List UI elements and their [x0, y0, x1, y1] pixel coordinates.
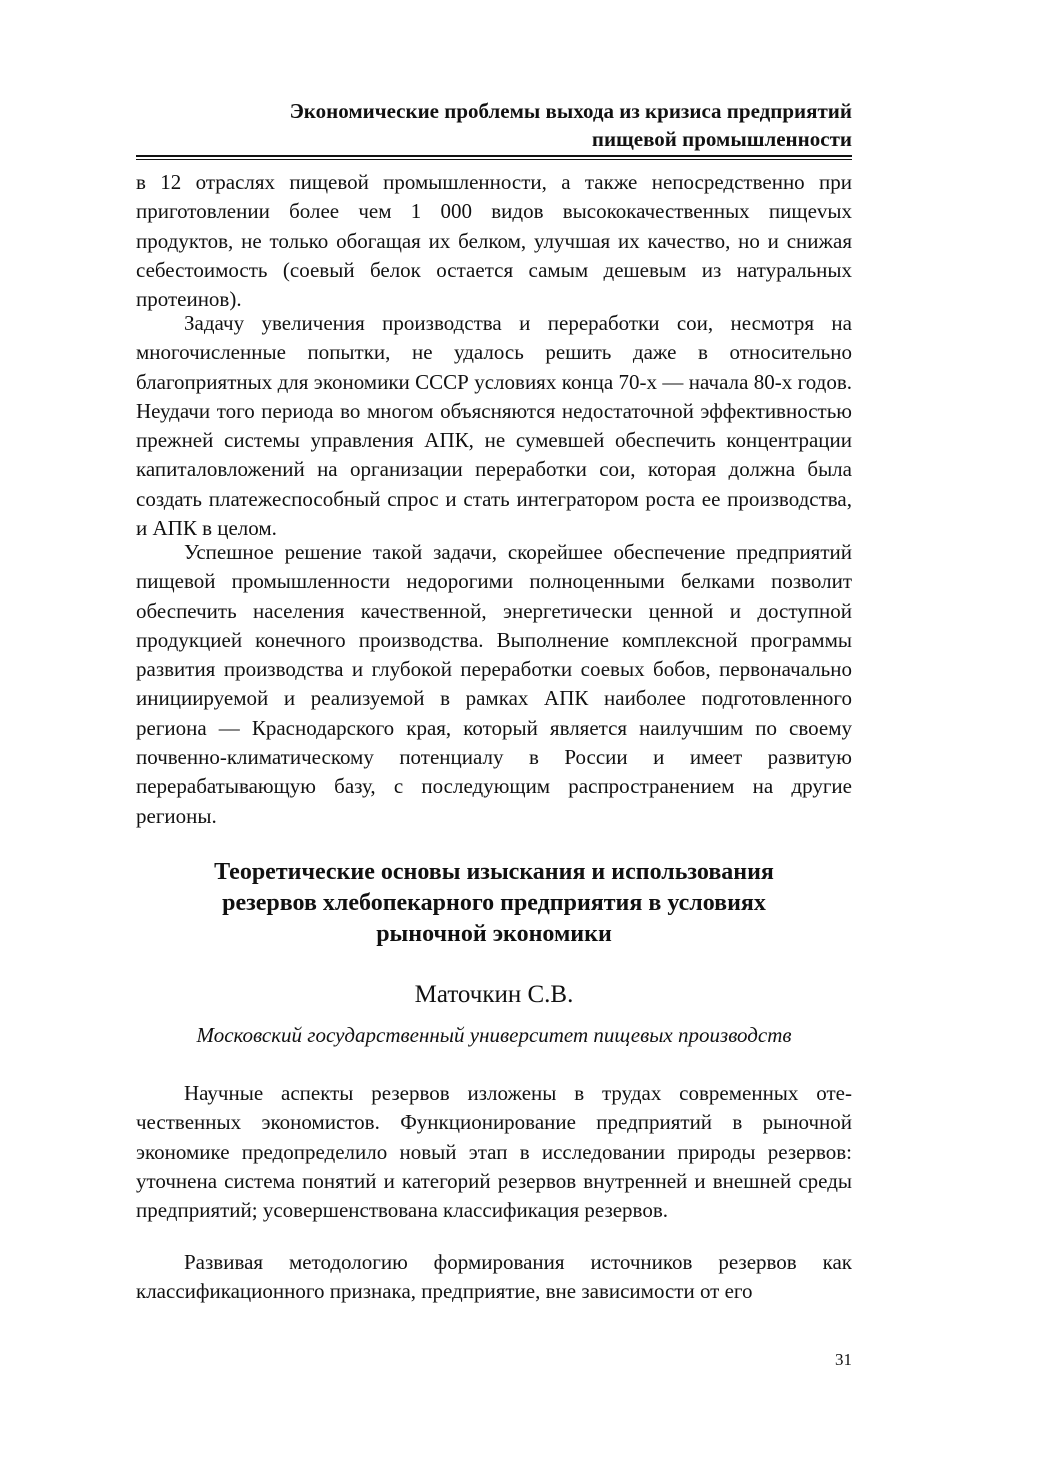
- body-paragraph-1: в 12 отраслях пищевой промышленности, а также непосредственно при приготовлении более чем 1 000 видов высококачественных пищеvых продуктов, не только обогащая их белком, улучшая их качество, но и снижая себестоимость (соевый белок остается самым дешевым из натуральных протеинов).: [136, 170, 852, 312]
- running-header: [136, 97, 852, 153]
- body-paragraph-3: Успешное решение такой задачи, скорейшее обеспечение предприятий пищевой промышленности недорогими полноценными белками позволит обеспечить населения качественной, энергетически ценной и доступной продукцией конечного производства. Выполнение комплексной программы развития производства и глубокой переработки соевых бобов, первоначально инициируемой и реализуемой в рамках АПК наиболее подготовленного региона — Краснодарского края, который является наилучшим по своему почвенно-климатическому потенциалу в России и имеет развитую перерабатывающую базу, с последующим распространением на другие регионы.: [136, 540, 852, 828]
- author-affiliation: Московский государственный университет пищевых производств: [196, 1023, 792, 1047]
- running-header-line-2: пищевой промышленности: [591, 127, 852, 151]
- article-paragraph-2: Развивая методологию формирования источников резервов как классификационного признака, предприятие, вне зависимости от его: [136, 1250, 852, 1304]
- running-header-line-1: Экономические проблемы выхода из кризиса предприятий: [289, 99, 852, 123]
- header-rule-thin: [136, 159, 852, 160]
- article-title-line-1: Теоретические основы изыскания и использования: [214, 859, 774, 885]
- article-title-line-3: рыночной экономики: [376, 921, 612, 947]
- body-paragraph-2: Задачу увеличения производства и переработки сои, несмотря на многочисленные попытки, не удалось решить даже в относительно благоприятных для экономики СССР условиях конца 70-х — начала 80-х годов. Неудачи того периода во многом объясняются недостаточной эффективностью прежней системы управления АПК, не сумевшей обеспечить концентрации капиталовложений на организации переработки сои, которая должна была создать платежеспособный спрос и стать интегратором роста ее производства, и АПК в целом.: [136, 311, 852, 541]
- header-rule-thick: [136, 155, 852, 157]
- article-title: [136, 857, 852, 950]
- article-title-line-2: резервов хлебопекарного предприятия в условиях: [222, 890, 766, 916]
- article-paragraph-1: Научные аспекты резервов изложены в трудах современных отечественных экономистов. Функционирование предприятий в рыночной экономике предопределило новый этап в исследовании природы резервов: уточнена система понятий и категорий резервов внутренней и внешней среды предприятий; усовершенствована классификация резервов.: [136, 1081, 852, 1223]
- page-number: 31: [835, 1350, 852, 1369]
- article-author: Маточкин С.В.: [414, 981, 574, 1008]
